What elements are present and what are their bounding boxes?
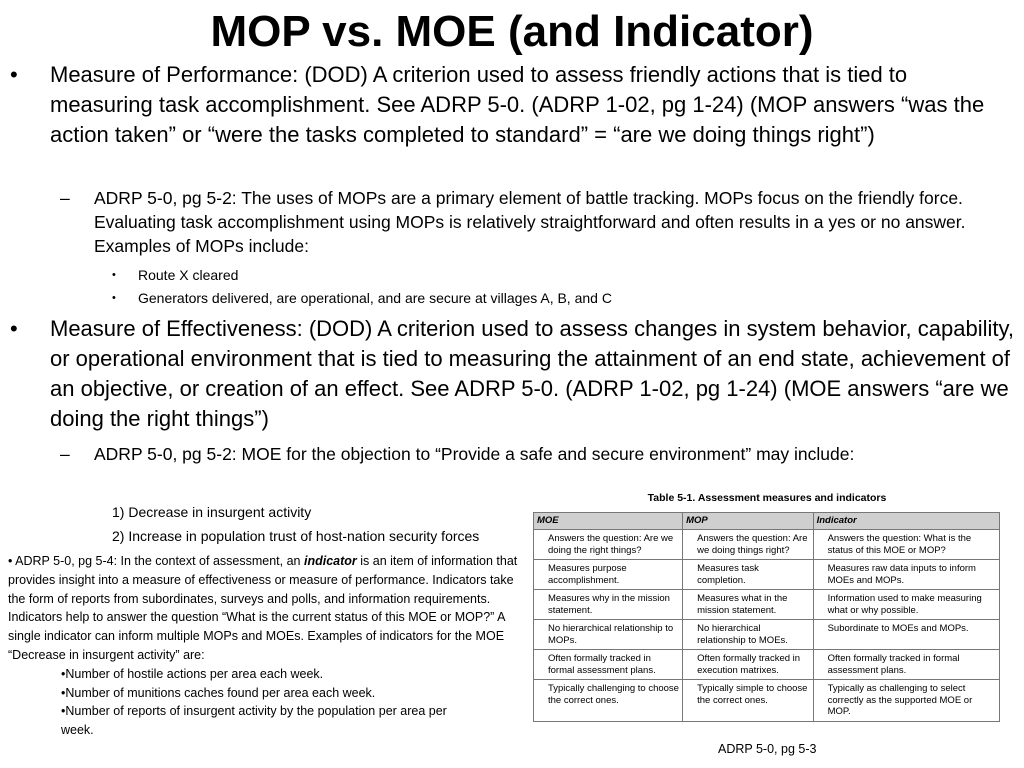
mop-definition: Measure of Performance: (DOD) A criterion used to assess friendly actions that is tied to measuring task accomplishment. See ADRP 5-0. (ADRP 1-02, pg 1-24) (MOP answers “was the action taken” or “were the tasks completed to standard” = “are we doing things right”)	[50, 62, 985, 147]
mop-sub-bullet	[60, 186, 1005, 258]
table-cell: Measures purpose accomplishment.	[534, 560, 683, 590]
mop-example-text: Generators delivered, are operational, and are secure at villages A, B, and C	[138, 290, 612, 306]
slide-title: MOP vs. MOE (and Indicator)	[210, 7, 814, 56]
table-cell: Answers the question: What is the status of this MOE or MOP?	[813, 530, 999, 560]
indicator-lead: • ADRP 5-0, pg 5-4: In the context of assessment, an	[8, 554, 304, 568]
header-indicator: Indicator	[813, 513, 999, 530]
table-cell: Information used to make measuring what or why possible.	[813, 590, 999, 620]
table-cell: Measures raw data inputs to inform MOEs and MOPs.	[813, 560, 999, 590]
moe-bullet	[10, 314, 1015, 434]
table-cell: Measures what in the mission statement.	[683, 590, 813, 620]
mop-bullet	[10, 60, 1015, 150]
moe-example-2: 2) Increase in population trust of host-nation security forces	[112, 528, 480, 544]
header-moe: MOE	[534, 513, 683, 530]
table-row	[534, 650, 1000, 680]
table-cell: Typically challenging to choose the correct ones.	[534, 680, 683, 722]
table-cell: Subordinate to MOEs and MOPs.	[813, 620, 999, 650]
bullet-dot: •	[112, 292, 116, 304]
table-row	[534, 590, 1000, 620]
mop-example-text: Route X cleared	[138, 267, 239, 283]
table-cell: Answers the question: Are we doing the right things?	[534, 530, 683, 560]
table-cell: No hierarchical relationship to MOEs.	[683, 620, 813, 650]
table-row	[534, 620, 1000, 650]
bullet-dot: •	[10, 316, 18, 341]
dash-marker: –	[60, 444, 70, 464]
indicator-example-3: •Number of reports of insurgent activity by the population per area per	[61, 704, 447, 719]
table-row	[534, 680, 1000, 722]
indicator-rest: is an item of information that provides insight into a measure of effectiveness or measure of performance. Indicators take the form of reports from subordinates, surveys and polls, and information requirements. Indicators help to answer the question “What is the current status of this MOE or MOP?” A single indicator can inform multiple MOPs and MOEs. Examples of indicators for the MOE “Decrease in insurgent activity” are:	[8, 554, 518, 662]
bullet-dot: •	[112, 269, 116, 281]
table-cell: Measures task completion.	[683, 560, 813, 590]
dash-marker: –	[60, 188, 70, 208]
table-cell: Often formally tracked in execution matrixes.	[683, 650, 813, 680]
indicator-block	[8, 552, 524, 740]
header-mop: MOP	[683, 513, 813, 530]
moe-sub-text: ADRP 5-0, pg 5-2: MOE for the objection to “Provide a safe and secure environment” may include:	[94, 444, 855, 464]
table-cell: Measures why in the mission statement.	[534, 590, 683, 620]
table-cell: Typically as challenging to select correctly as the supported MOE or MOP.	[813, 680, 999, 722]
table-cell: Often formally tracked in formal assessment plans.	[534, 650, 683, 680]
table-cell: No hierarchical relationship to MOPs.	[534, 620, 683, 650]
indicator-example-2: •Number of munitions caches found per area each week.	[61, 685, 376, 700]
table-row	[534, 560, 1000, 590]
table-header-row	[534, 513, 1000, 530]
table-cell: Answers the question: Are we doing things right?	[683, 530, 813, 560]
table-source-reference: ADRP 5-0, pg 5-3	[718, 742, 817, 756]
indicator-example-3-tail: week.	[61, 723, 94, 738]
table-caption: Table 5-1. Assessment measures and indicators	[647, 492, 887, 504]
moe-definition: Measure of Effectiveness: (DOD) A criterion used to assess changes in system behavior, capability, or operational environment that is tied to measuring the attainment of an end state, achievement of an objective, or creation of an effect. See ADRP 5-0. (ADRP 1-02, pg 1-24) (MOE answers “are we doing the right things”)	[50, 316, 1014, 431]
assessment-measures-table	[533, 512, 1000, 722]
table-row	[534, 530, 1000, 560]
table-cell: Typically simple to choose the correct ones.	[683, 680, 813, 722]
mop-sub-text: ADRP 5-0, pg 5-2: The uses of MOPs are a primary element of battle tracking. MOPs focus on the friendly force. Evaluating task accomplishment using MOPs is relatively straightforward and often results in a yes or no answer. Examples of MOPs include:	[94, 188, 966, 256]
bullet-dot: •	[10, 62, 18, 87]
indicator-example-1: •Number of hostile actions per area each week.	[61, 666, 324, 681]
mop-example-1	[112, 265, 238, 285]
moe-sub-bullet	[60, 442, 1005, 466]
indicator-paragraph	[8, 552, 524, 665]
moe-example-1: 1) Decrease in insurgent activity	[112, 504, 312, 520]
table-cell: Often formally tracked in formal assessment plans.	[813, 650, 999, 680]
indicator-term: indicator	[303, 554, 357, 568]
mop-example-2	[112, 288, 612, 308]
